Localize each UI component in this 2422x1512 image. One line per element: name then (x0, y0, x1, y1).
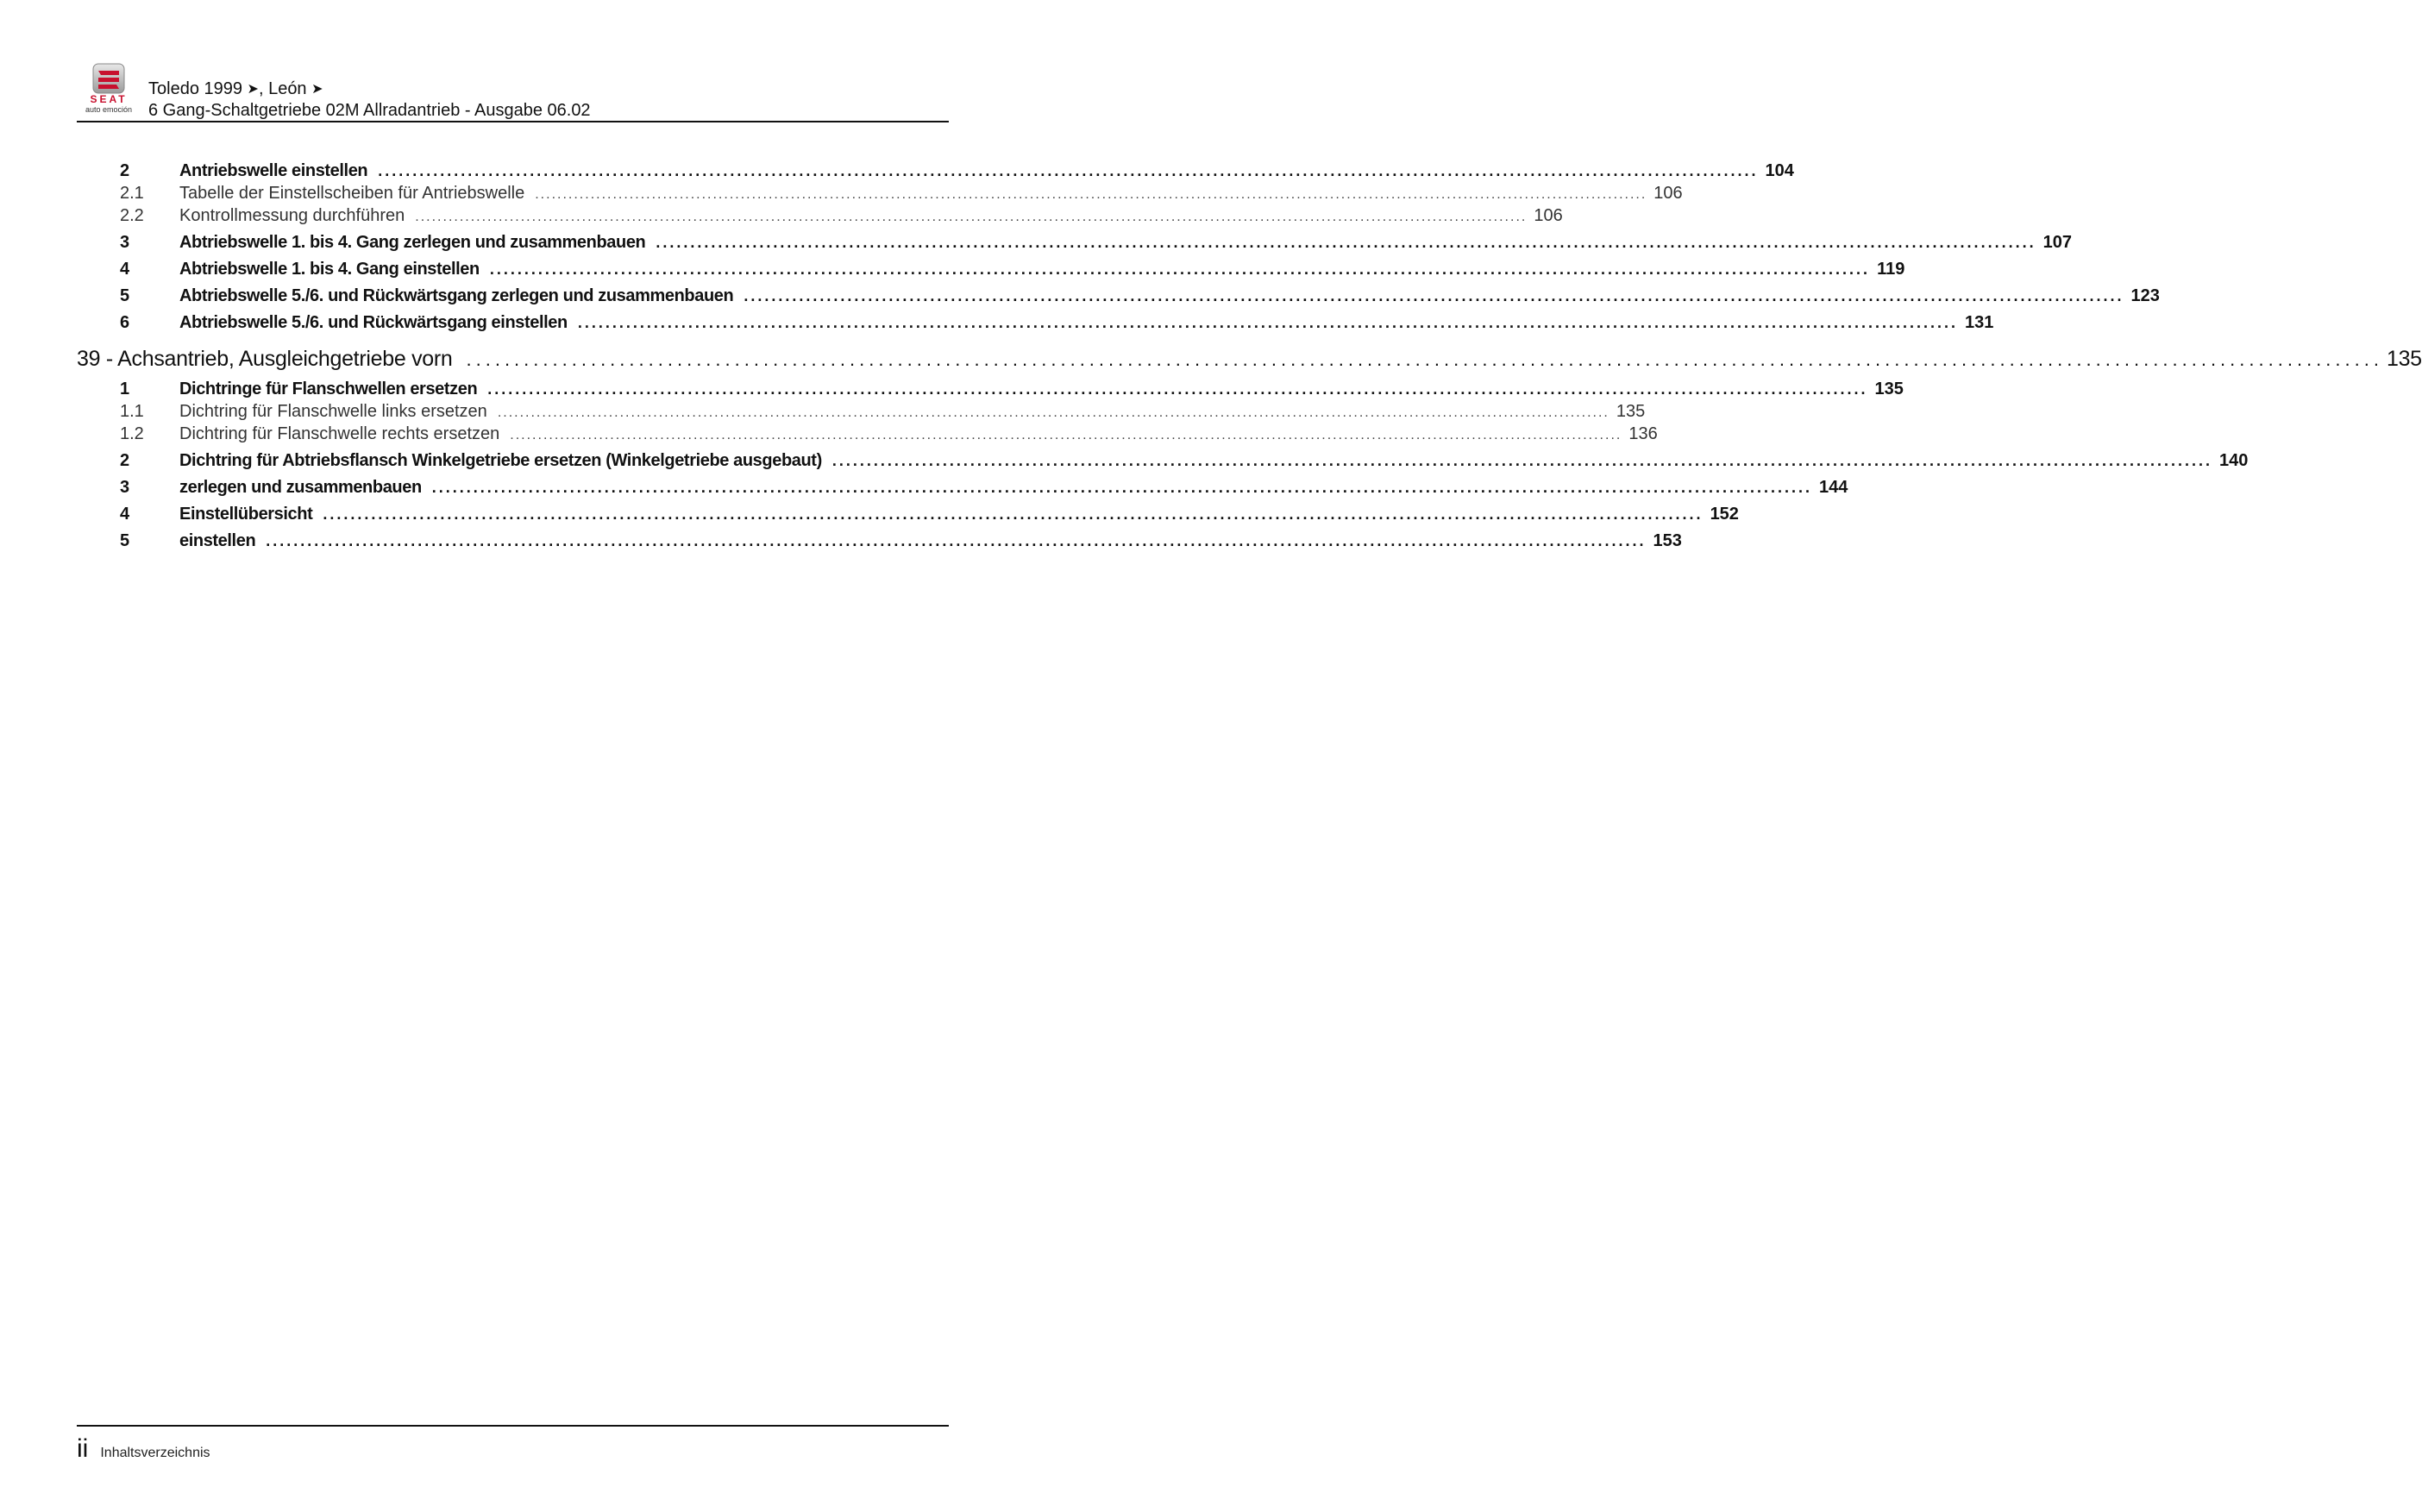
toc-entry-page-number: 119 (1877, 260, 1905, 279)
toc-entry-page-number: 106 (1653, 184, 1683, 203)
toc-entry-page-number: 135 (1616, 402, 1646, 421)
toc-entry-title: Dichtring für Abtriebsflansch Winkelgetriebe ersetzen (Winkelgetriebe ausgebaut) (179, 451, 822, 470)
dot-leader: ........................................................................................................................................................................................................ (489, 260, 1871, 278)
seat-logo (77, 62, 141, 114)
toc-entry[interactable] (77, 400, 1646, 423)
toc-entry-number: 1.1 (120, 402, 144, 421)
toc-entry-number: 6 (120, 313, 129, 332)
dot-leader: ........................................................................................................................................................................................................ (466, 348, 2383, 370)
toc-entry-title: Tabelle der Einstellscheiben für Antriebswelle (179, 184, 525, 203)
toc-entry-page-number: 104 (1765, 161, 1794, 180)
toc-entry-title: Kontrollmessung durchführen (179, 206, 405, 225)
dot-leader: ........................................................................................................................................................................................................ (487, 380, 1868, 398)
toc-entry[interactable] (77, 160, 1794, 182)
toc-entry-number: 4 (120, 505, 129, 524)
chapter-page-number: 135 (2386, 347, 2422, 371)
toc-entry-title: Abtriebswelle 1. bis 4. Gang zerlegen und zusammenbauen (179, 233, 646, 252)
header-divider (77, 121, 949, 122)
toc-entry-page-number: 140 (2219, 451, 2249, 470)
toc-entry-title: Dichtringe für Flanschwellen ersetzen (179, 380, 478, 398)
toc-entry[interactable] (77, 182, 1683, 204)
dot-leader: ........................................................................................................................................................................................................ (535, 187, 1647, 202)
toc-entry-number: 1 (120, 380, 129, 398)
toc-entry[interactable] (77, 311, 1994, 334)
arrow-right-icon: ➤ (247, 82, 259, 97)
svg-text:SEAT: SEAT (90, 93, 128, 105)
toc-entry-title: Antriebswelle einstellen (179, 161, 368, 180)
toc-entry[interactable] (77, 449, 2249, 472)
footer-divider (77, 1425, 949, 1427)
toc-entry-page-number: 144 (1818, 478, 1848, 497)
svg-text:auto emoción: auto emoción (85, 105, 133, 114)
toc-entry-number: 2 (120, 161, 129, 180)
toc-entry-page-number: 153 (1653, 531, 1682, 550)
chapter-title: 39 - Achsantrieb, Ausgleichgetriebe vorn (77, 347, 453, 371)
table-of-contents (77, 155, 2422, 552)
dot-leader: ........................................................................................................................................................................................................ (497, 405, 1609, 420)
dot-leader: ........................................................................................................................................................................................................ (656, 234, 2036, 251)
toc-entry-title: Einstellübersicht (179, 505, 313, 524)
dot-leader: ........................................................................................................................................................................................................ (415, 210, 1528, 224)
toc-entry[interactable] (77, 204, 1563, 227)
dot-leader: ........................................................................................................................................................................................................ (510, 428, 1622, 442)
footer-page-number: ii (77, 1434, 89, 1463)
header-line-2: 6 Gang-Schaltgetriebe 02M Allradantrieb - Ausgabe 06.02 (148, 101, 591, 120)
toc-chapter-39[interactable] (77, 344, 2422, 373)
toc-entry-number: 2 (120, 451, 129, 470)
toc-entry[interactable] (77, 423, 1658, 445)
toc-entry-page-number: 123 (2130, 286, 2160, 305)
page-footer (77, 1432, 210, 1466)
dot-leader: ........................................................................................................................................................................................................ (744, 287, 2124, 304)
toc-entry[interactable] (77, 258, 1905, 280)
toc-entry-title: zerlegen und zusammenbauen (179, 478, 422, 497)
toc-entry-page-number: 131 (1965, 313, 1994, 332)
model-leon: , León (258, 79, 307, 98)
toc-entry-title: Abtriebswelle 5./6. und Rückwärtsgang zerlegen und zusammenbauen (179, 286, 734, 305)
dot-leader: ........................................................................................................................................................................................................ (323, 505, 1704, 523)
toc-entry-page-number: 136 (1628, 424, 1658, 443)
document-title (148, 78, 591, 122)
toc-entry-page-number: 152 (1710, 505, 1739, 524)
toc-entry[interactable] (77, 231, 2072, 254)
toc-group-1 (77, 160, 2160, 334)
toc-entry-title: Dichtring für Flanschwelle rechts ersetzen (179, 424, 500, 443)
page-header (77, 60, 949, 122)
toc-entry-number: 5 (120, 531, 129, 550)
toc-entry-number: 1.2 (120, 424, 144, 443)
toc-entry-page-number: 135 (1874, 380, 1904, 398)
toc-entry-title: Abtriebswelle 5./6. und Rückwärtsgang einstellen (179, 313, 568, 332)
footer-label: Inhaltsverzeichnis (100, 1446, 210, 1460)
toc-entry[interactable] (77, 530, 1682, 552)
toc-entry[interactable] (77, 285, 2160, 307)
toc-entry-page-number: 106 (1534, 206, 1563, 225)
dot-leader: ........................................................................................................................................................................................................ (431, 479, 1812, 496)
header-line-1 (148, 78, 591, 100)
dot-leader: ........................................................................................................................................................................................................ (831, 452, 2213, 469)
toc-entry-number: 4 (120, 260, 129, 279)
toc-entry-page-number: 107 (2042, 233, 2072, 252)
toc-group-2 (77, 378, 2249, 552)
dot-leader: ........................................................................................................................................................................................................ (266, 532, 1647, 549)
toc-entry-number: 3 (120, 478, 129, 497)
arrow-right-icon: ➤ (311, 82, 323, 97)
model-toledo: Toledo 1999 (148, 79, 242, 98)
toc-entry-title: Abtriebswelle 1. bis 4. Gang einstellen (179, 260, 480, 279)
toc-entry-number: 2.1 (120, 184, 144, 203)
toc-entry-number: 3 (120, 233, 129, 252)
toc-entry-title: Dichtring für Flanschwelle links ersetzen (179, 402, 487, 421)
toc-entry-number: 5 (120, 286, 129, 305)
toc-entry[interactable] (77, 476, 1848, 499)
toc-entry-number: 2.2 (120, 206, 144, 225)
dot-leader: ........................................................................................................................................................................................................ (577, 314, 1959, 331)
toc-entry-title: einstellen (179, 531, 256, 550)
dot-leader: ........................................................................................................................................................................................................ (378, 162, 1759, 179)
toc-entry[interactable] (77, 378, 1904, 400)
toc-entry[interactable] (77, 503, 1739, 525)
